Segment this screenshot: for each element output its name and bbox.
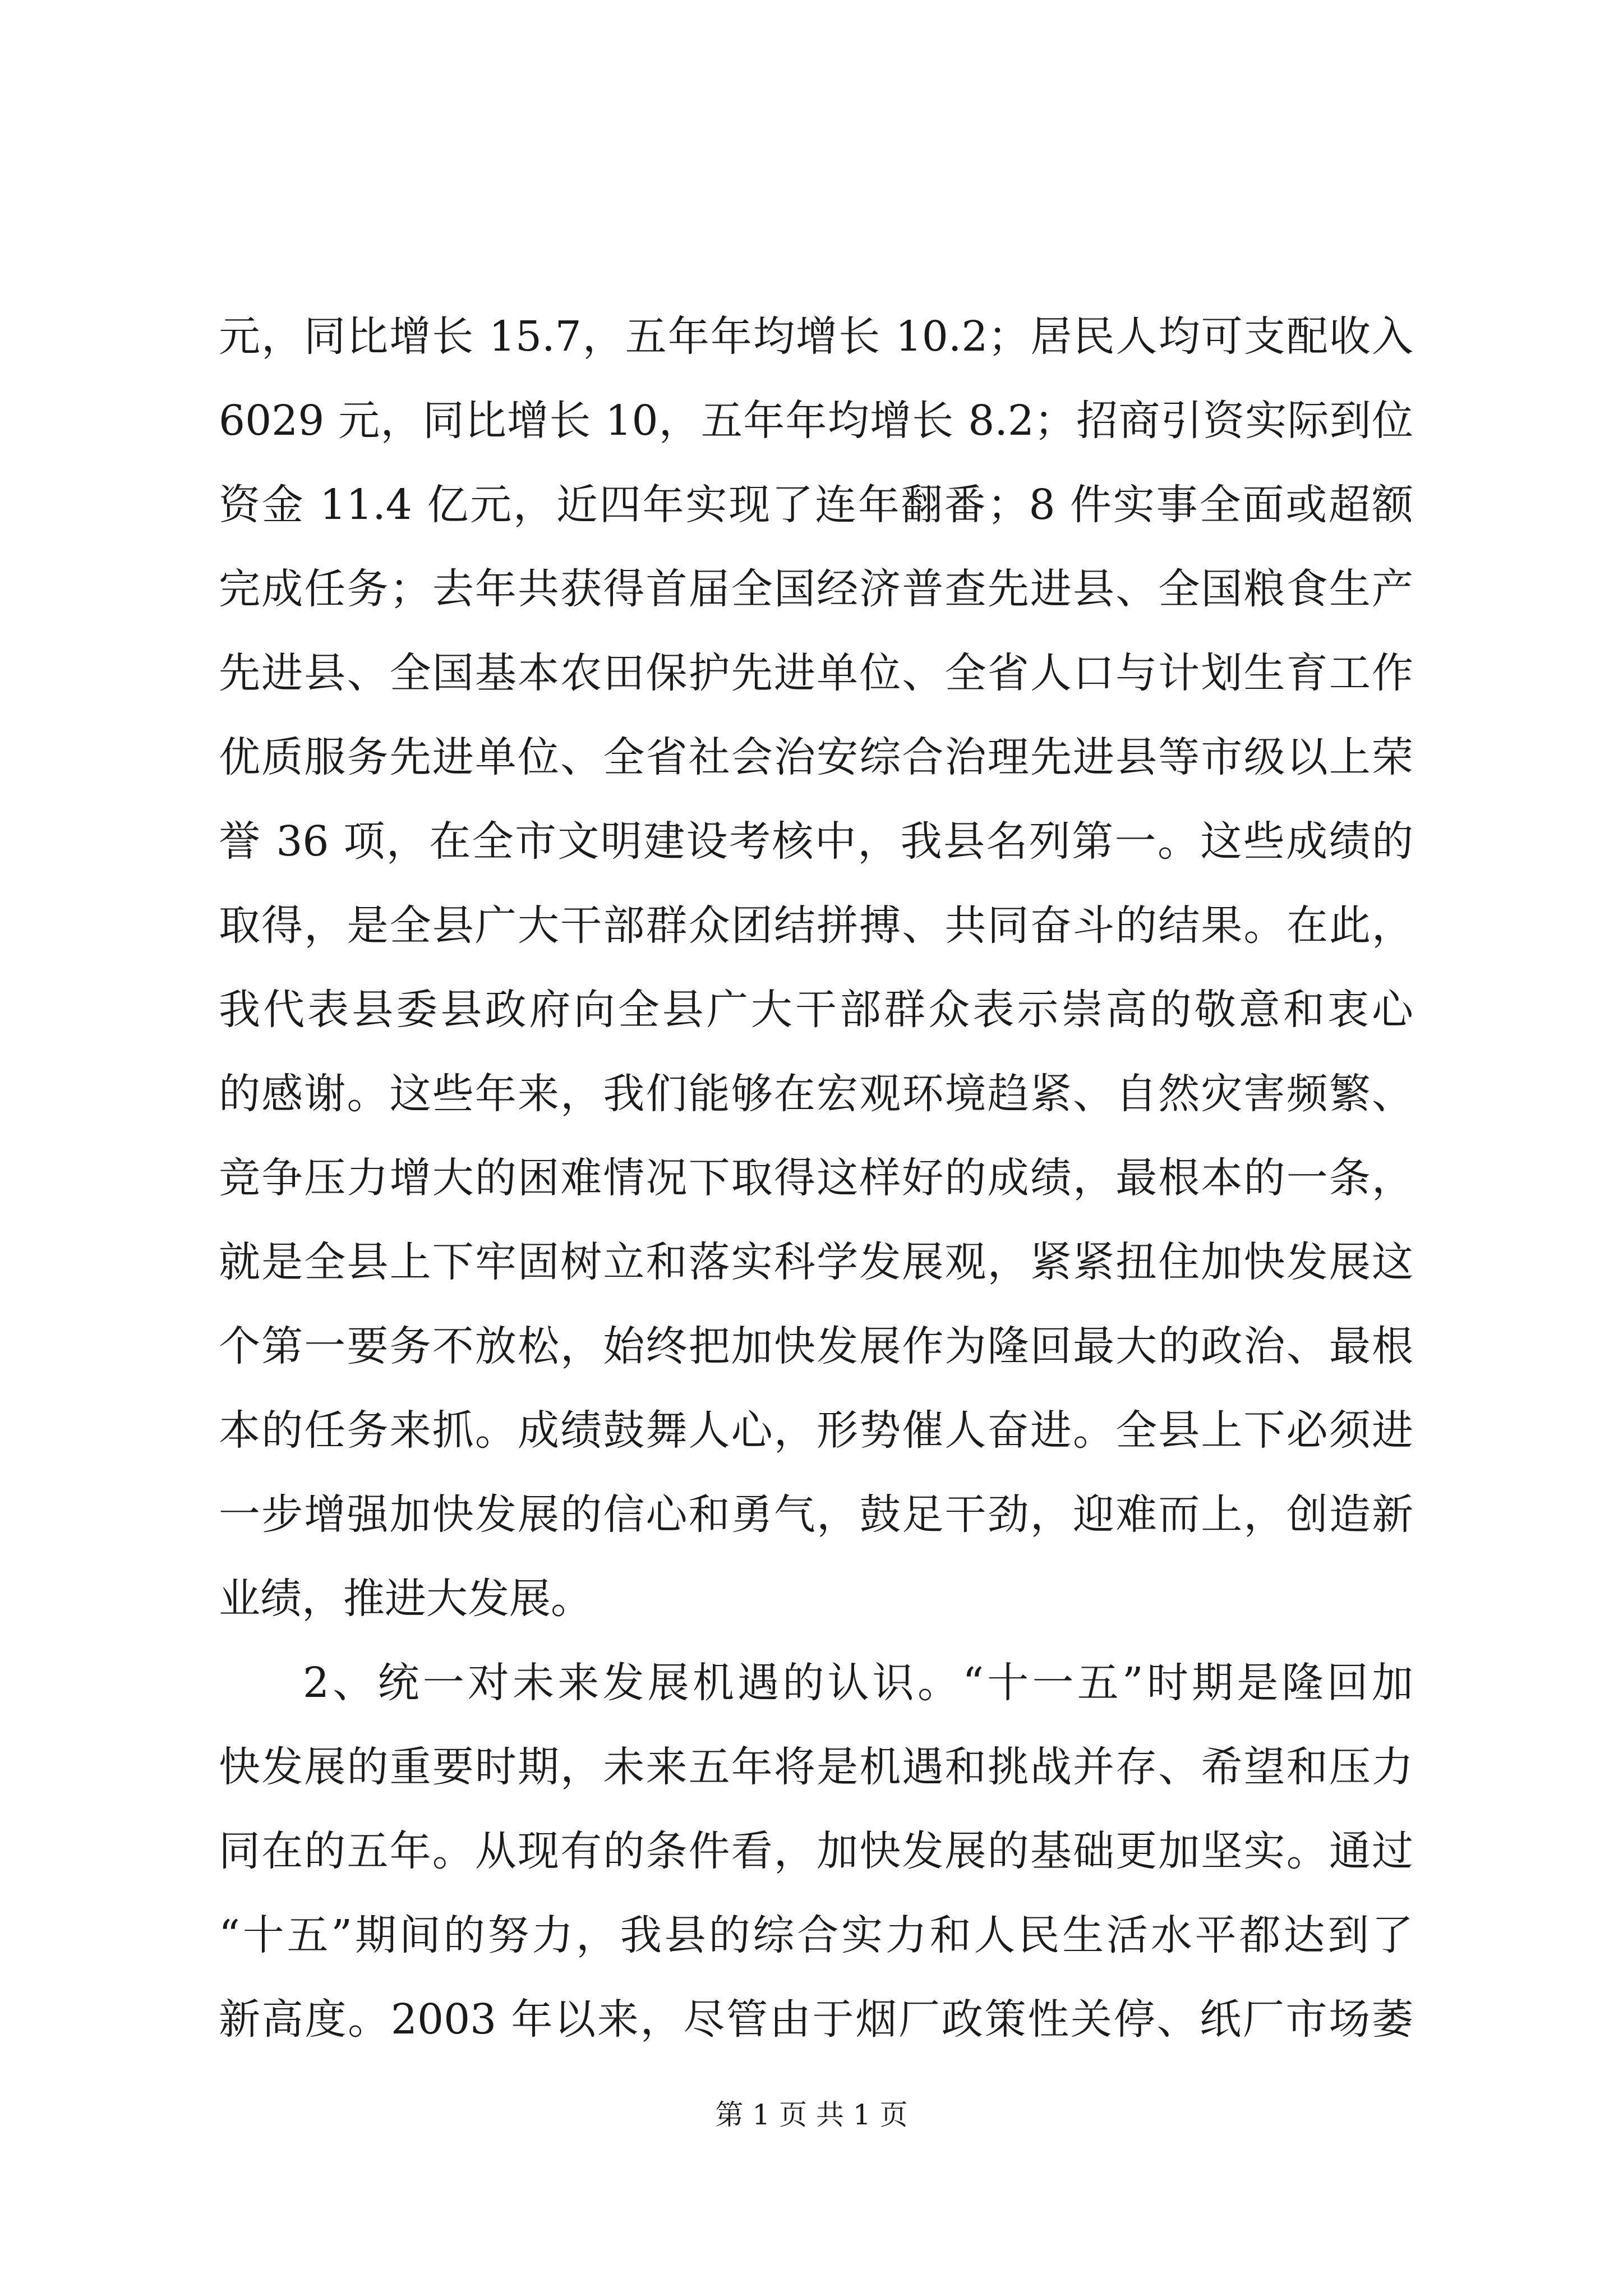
- text-line: 的感谢。这些年来，我们能够在宏观环境趋紧、自然灾害频繁、: [219, 1070, 1413, 1118]
- text-line: 个第一要务不放松，始终把加快发展作为隆回最大的政治、最根: [219, 1322, 1413, 1370]
- text-line: 誉 36 项，在全市文明建设考核中，我县名列第一。这些成绩的: [219, 817, 1413, 866]
- text-line: 竞争压力增大的困难情况下取得这样好的成绩，最根本的一条，: [219, 1154, 1413, 1202]
- text-line: 6029 元，同比增长 10，五年年均增长 8.2；招商引资实际到位: [219, 397, 1413, 445]
- text-line: 一步增强加快发展的信心和勇气，鼓足干劲，迎难而上，创造新: [219, 1490, 1413, 1539]
- text-line: “十五”期间的努力，我县的综合实力和人民生活水平都达到了: [219, 1911, 1413, 1959]
- text-line: 资金 11.4 亿元，近四年实现了连年翻番；8 件实事全面或超额: [219, 481, 1413, 529]
- text-line: 先进县、全国基本农田保护先进单位、全省人口与计划生育工作: [219, 649, 1413, 697]
- paragraph-1: [219, 295, 1413, 1641]
- text-line: 就是全县上下牢固树立和落实科学发展观，紧紧扭住加快发展这: [219, 1238, 1413, 1286]
- paragraph-2: [219, 1641, 1413, 2062]
- text-line: 新高度。2003 年以来，尽管由于烟厂政策性关停、纸厂市场萎: [219, 1995, 1413, 2044]
- page-footer: 第 1 页 共 1 页: [715, 2099, 908, 2131]
- text-line: 元，同比增长 15.7，五年年均增长 10.2；居民人均可支配收入: [219, 312, 1413, 361]
- text-line: 我代表县委县政府向全县广大干部群众表示崇高的敬意和衷心: [219, 986, 1413, 1034]
- text-line: 优质服务先进单位、全省社会治安综合治理先进县等市级以上荣: [219, 733, 1413, 781]
- body-text: [219, 295, 1413, 2062]
- text-line: 快发展的重要时期，未来五年将是机遇和挑战并存、希望和压力: [219, 1743, 1413, 1791]
- text-line: 完成任务；去年共获得首届全国经济普查先进县、全国粮食生产: [219, 565, 1413, 613]
- text-line: 本的任务来抓。成绩鼓舞人心，形势催人奋进。全县上下必须进: [219, 1406, 1413, 1455]
- text-line: 同在的五年。从现有的条件看，加快发展的基础更加坚实。通过: [219, 1827, 1413, 1875]
- text-line: 取得，是全县广大干部群众团结拼搏、共同奋斗的结果。在此，: [219, 901, 1413, 950]
- text-line: 业绩，推进大发展。: [219, 1575, 592, 1623]
- text-line: 2、统一对未来发展机遇的认识。“十一五”时期是隆回加: [303, 1659, 1413, 1707]
